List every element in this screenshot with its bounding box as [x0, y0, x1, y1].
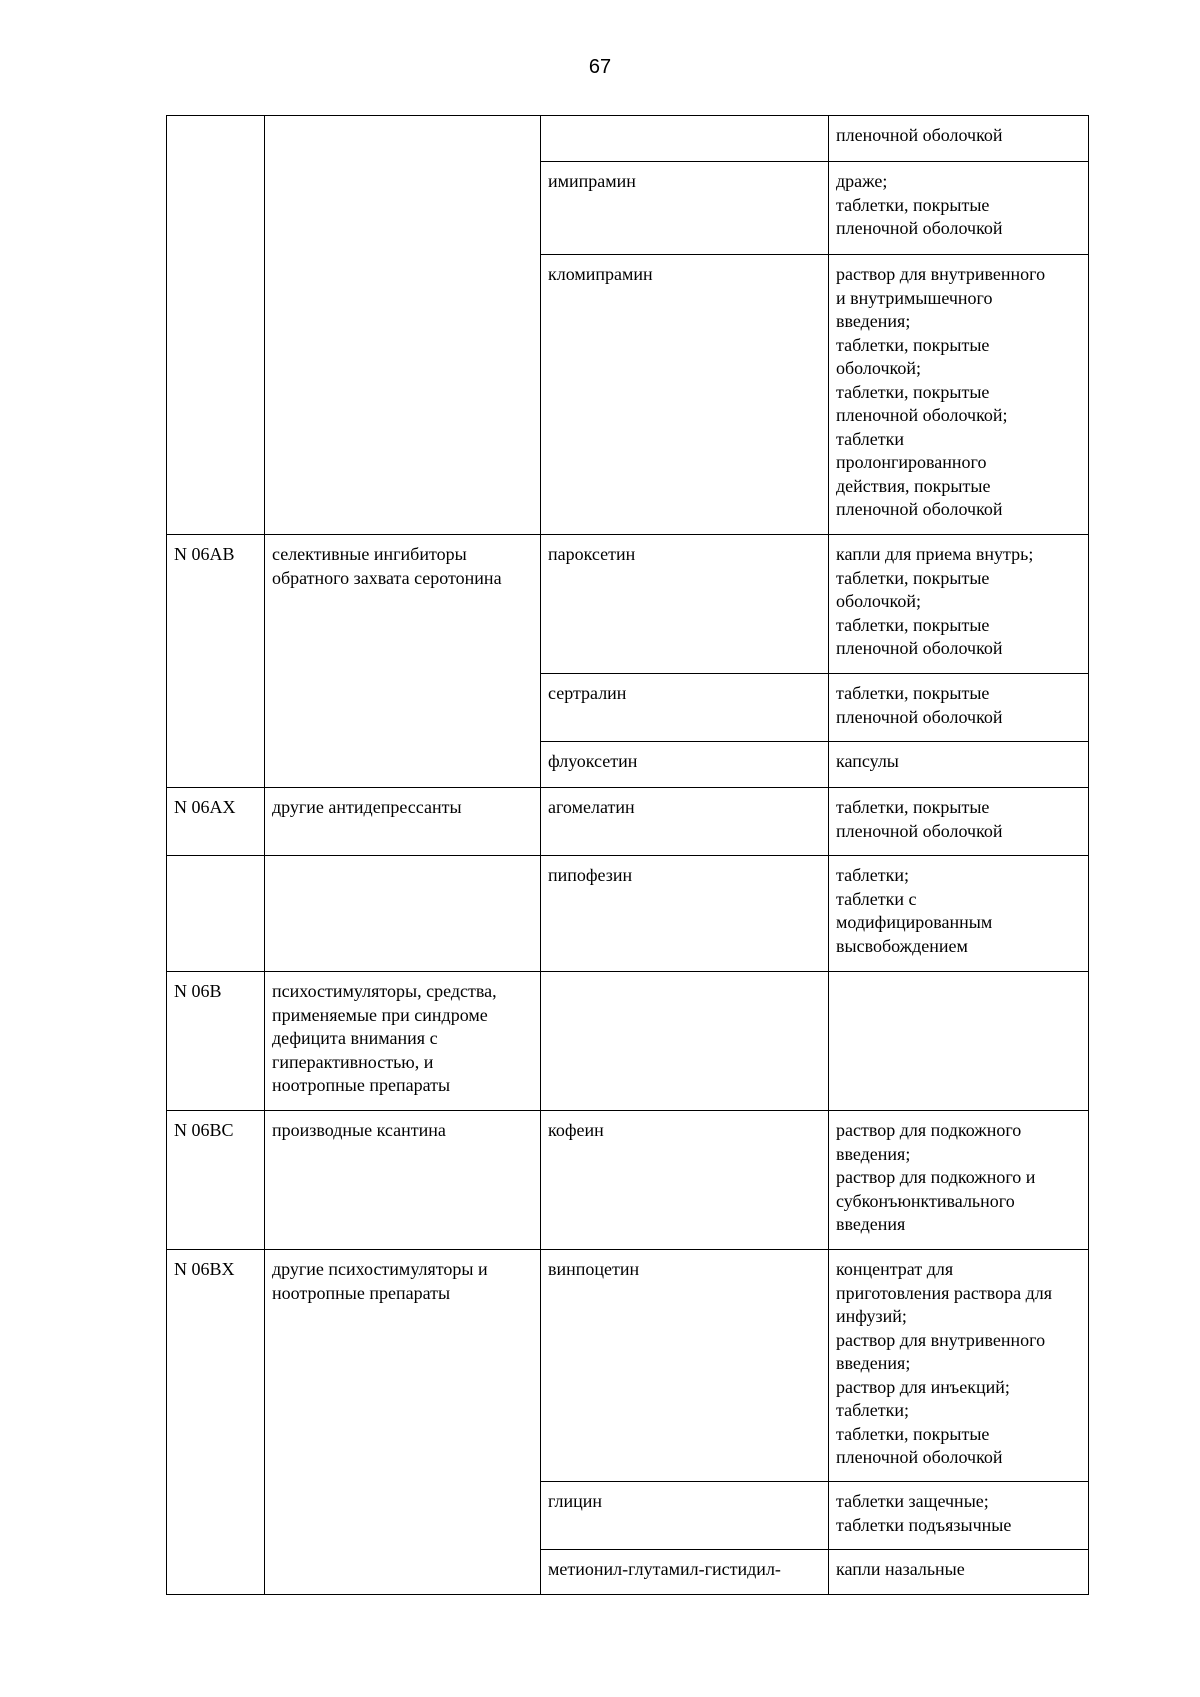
atc-code-cell: N 06B — [167, 972, 265, 1111]
dosage-forms-cell: капсулы — [829, 742, 1089, 788]
group-name-cell: другие антидепрессанты — [265, 788, 541, 856]
group-name-cell: психостимуляторы, средства, применяемые при синдроме дефицита внимания с гиперактивностью, и ноотропные препараты — [265, 972, 541, 1111]
group-name-cell: другие психостимуляторы и ноотропные препараты — [265, 1250, 541, 1595]
drug-name-cell — [541, 116, 829, 162]
dosage-forms-cell: капли назальные — [829, 1550, 1089, 1595]
atc-code-cell: N 06BX — [167, 1250, 265, 1595]
drug-name-cell: флуоксетин — [541, 742, 829, 788]
group-name-cell: селективные ингибиторы обратного захвата серотонина — [265, 535, 541, 788]
atc-code-cell: N 06BC — [167, 1111, 265, 1250]
dosage-forms-cell: раствор для подкожного введения; раствор для подкожного и субконъюнктивального введения — [829, 1111, 1089, 1250]
atc-code-cell: N 06AX — [167, 788, 265, 856]
drug-name-cell: глицин — [541, 1482, 829, 1550]
drug-name-cell — [541, 972, 829, 1111]
table-row — [167, 972, 1089, 1111]
atc-code-cell — [167, 856, 265, 972]
table-row — [167, 856, 1089, 972]
table-row — [167, 1111, 1089, 1250]
page-number: 67 — [588, 56, 612, 78]
dosage-forms-cell — [829, 972, 1089, 1111]
drug-name-cell: пипофезин — [541, 856, 829, 972]
group-name-cell — [265, 856, 541, 972]
group-name-cell: производные ксантина — [265, 1111, 541, 1250]
table-row — [167, 1250, 1089, 1482]
dosage-forms-cell: концентрат для приготовления раствора для инфузий; раствор для внутривенного введения; раствор для инъекций; таблетки; таблетки, покрытые пленочной оболочкой — [829, 1250, 1089, 1482]
dosage-forms-cell: раствор для внутривенного и внутримышечного введения; таблетки, покрытые оболочкой; таблетки, покрытые пленочной оболочкой; таблетки пролонгированного действия, покрытые пленочной оболочкой — [829, 255, 1089, 535]
drug-name-cell: кофеин — [541, 1111, 829, 1250]
atc-code-cell — [167, 116, 265, 535]
dosage-forms-cell: таблетки, покрытые пленочной оболочкой — [829, 674, 1089, 742]
dosage-forms-cell: таблетки; таблетки с модифицированным высвобождением — [829, 856, 1089, 972]
atc-code-cell: N 06AB — [167, 535, 265, 788]
drug-name-cell: кломипрамин — [541, 255, 829, 535]
dosage-forms-cell: капли для приема внутрь; таблетки, покрытые оболочкой; таблетки, покрытые пленочной оболочкой — [829, 535, 1089, 674]
dosage-forms-cell: таблетки защечные; таблетки подъязычные — [829, 1482, 1089, 1550]
drug-name-cell: агомелатин — [541, 788, 829, 856]
drug-name-cell: метионил-глутамил-гистидил- — [541, 1550, 829, 1595]
drug-name-cell: имипрамин — [541, 162, 829, 255]
table-row — [167, 116, 1089, 162]
group-name-cell — [265, 116, 541, 535]
drug-name-cell: сертралин — [541, 674, 829, 742]
medication-table — [166, 115, 1089, 1595]
drug-name-cell: винпоцетин — [541, 1250, 829, 1482]
dosage-forms-cell: пленочной оболочкой — [829, 116, 1089, 162]
dosage-forms-cell: таблетки, покрытые пленочной оболочкой — [829, 788, 1089, 856]
dosage-forms-cell: драже; таблетки, покрытые пленочной оболочкой — [829, 162, 1089, 255]
table-row — [167, 788, 1089, 856]
table-row — [167, 535, 1089, 674]
drug-name-cell: пароксетин — [541, 535, 829, 674]
